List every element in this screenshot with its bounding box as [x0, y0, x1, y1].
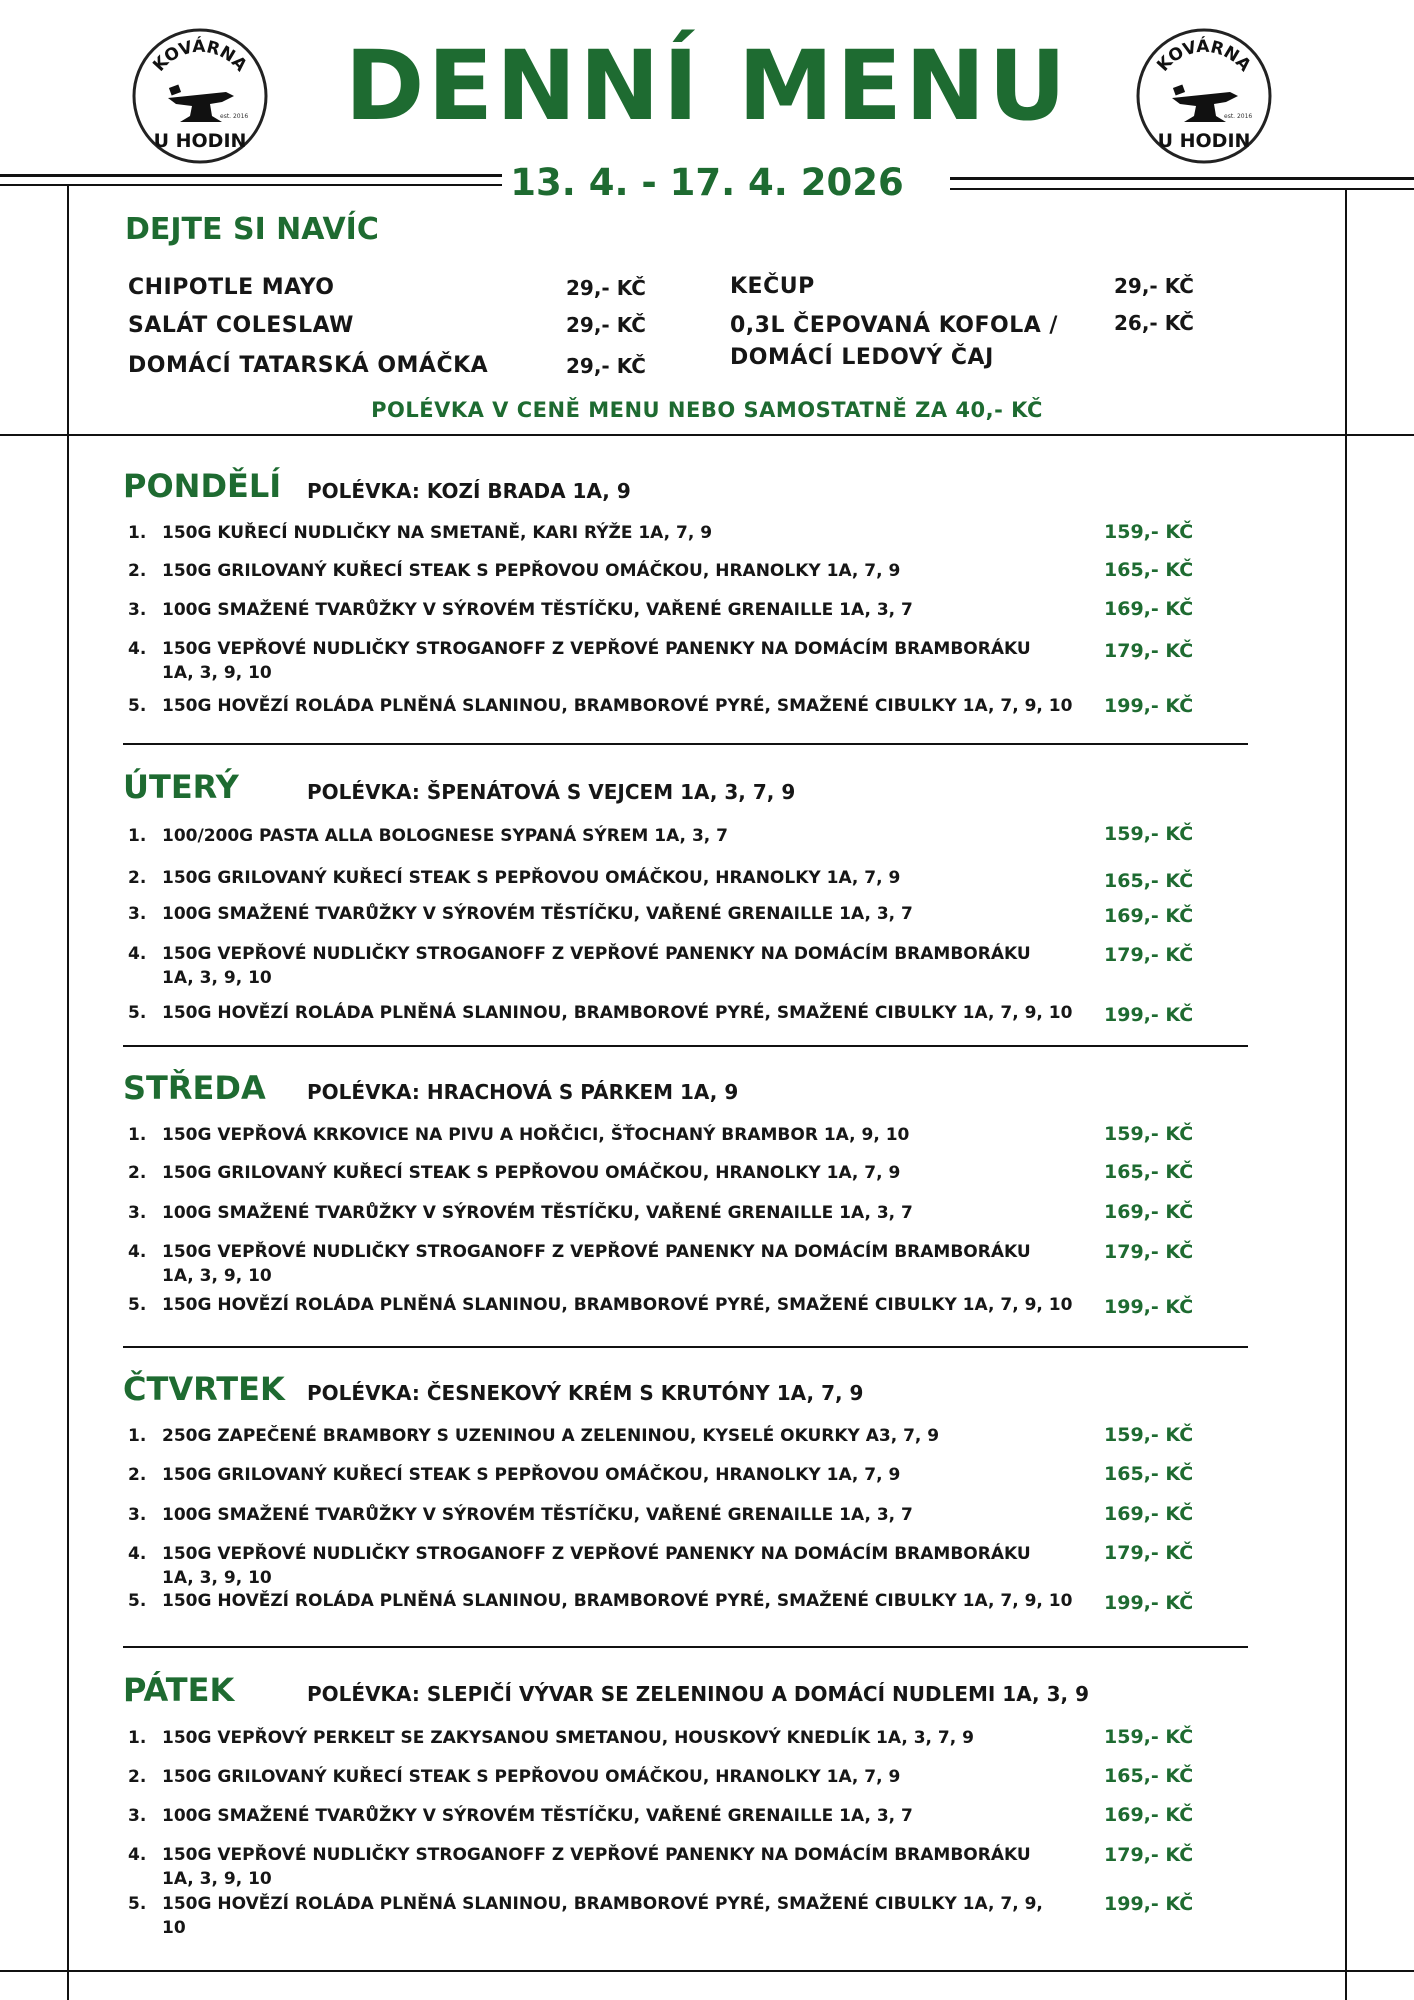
day-name: PÁTEK	[123, 1671, 235, 1709]
frame-right	[1345, 190, 1347, 2000]
item-price: 165,- KČ	[1104, 1765, 1194, 1787]
day-soup: POLÉVKA: SLEPIČÍ VÝVAR SE ZELENINOU A DOMÁCÍ NUDLEMI 1A, 3, 9	[307, 1682, 1090, 1706]
item-price: 165,- KČ	[1104, 1463, 1194, 1485]
item-text-continued: 1A, 3, 9, 10	[162, 663, 272, 683]
item-number: 1.	[128, 1728, 147, 1748]
day-separator	[123, 743, 1248, 745]
logo-top-text: KOVÁRNA	[1153, 36, 1255, 76]
menu-item	[128, 1764, 1088, 1790]
item-price: 169,- KČ	[1104, 1503, 1194, 1525]
item-number: 2.	[128, 1767, 147, 1787]
item-price: 165,- KČ	[1104, 1161, 1194, 1183]
extras-bottom-rule	[0, 434, 1414, 436]
item-text: 150G GRILOVANÝ KUŘECÍ STEAK S PEPŘOVOU OMÁČKOU, HRANOLKY 1A, 7, 9	[162, 561, 901, 581]
extra-price: 29,- KČ	[566, 313, 646, 337]
menu-item	[128, 1239, 1088, 1289]
item-text: 150G HOVĚZÍ ROLÁDA PLNĚNÁ SLANINOU, BRAMBOROVÉ PYRÉ, SMAŽENÉ CIBULKY 1A, 7, 9, 10	[162, 1591, 1073, 1611]
item-number: 1.	[128, 1426, 147, 1446]
item-text: 150G VEPŘOVÉ NUDLIČKY STROGANOFF Z VEPŘOVÉ PANENKY NA DOMÁCÍM BRAMBORÁKU	[162, 1845, 1031, 1865]
item-text: 100G SMAŽENÉ TVARŮŽKY V SÝROVÉM TĚSTÍČKU, VAŘENÉ GRENAILLE 1A, 3, 7	[162, 904, 913, 924]
menu-item	[128, 941, 1088, 991]
menu-item	[128, 1462, 1088, 1488]
item-text: 150G HOVĚZÍ ROLÁDA PLNĚNÁ SLANINOU, BRAMBOROVÉ PYRÉ, SMAŽENÉ CIBULKY 1A, 7, 9, 10	[162, 696, 1073, 716]
item-price: 199,- KČ	[1104, 1592, 1194, 1614]
page-title: DENNÍ MENU	[344, 30, 1070, 142]
extra-price: 26,- KČ	[1114, 311, 1194, 335]
item-text: 150G VEPŘOVÝ PERKELT SE ZAKYSANOU SMETANOU, HOUSKOVÝ KNEDLÍK 1A, 3, 7, 9	[162, 1728, 974, 1748]
item-price: 179,- KČ	[1104, 640, 1194, 662]
extra-item: KEČUP	[730, 274, 815, 299]
item-text-continued: 1A, 3, 9, 10	[162, 1266, 272, 1286]
item-price: 165,- KČ	[1104, 870, 1194, 892]
item-text: 150G GRILOVANÝ KUŘECÍ STEAK S PEPŘOVOU OMÁČKOU, HRANOLKY 1A, 7, 9	[162, 868, 901, 888]
menu-item	[128, 1891, 1088, 1941]
day-separator	[123, 1045, 1248, 1047]
header-rule-left	[0, 174, 502, 177]
menu-item	[128, 597, 1088, 623]
day-soup: POLÉVKA: HRACHOVÁ S PÁRKEM 1A, 9	[307, 1080, 739, 1104]
item-text-continued: 1A, 3, 9, 10	[162, 968, 272, 988]
item-price: 159,- KČ	[1104, 1726, 1194, 1748]
menu-item	[128, 1502, 1088, 1528]
item-price: 165,- KČ	[1104, 559, 1194, 581]
menu-item	[128, 1122, 1088, 1148]
item-price: 199,- KČ	[1104, 1893, 1194, 1915]
item-number: 2.	[128, 1465, 147, 1485]
logo-bottom-text: U HODIN	[153, 130, 247, 152]
footer-rule	[0, 1970, 1414, 1972]
menu-item	[128, 636, 1088, 686]
item-price: 169,- KČ	[1104, 1201, 1194, 1223]
day-separator	[123, 1646, 1248, 1648]
item-price: 159,- KČ	[1104, 1424, 1194, 1446]
menu-item	[128, 1803, 1088, 1829]
menu-item	[128, 1160, 1088, 1186]
item-number: 2.	[128, 1163, 147, 1183]
item-price: 199,- KČ	[1104, 1296, 1194, 1318]
item-text: 100G SMAŽENÉ TVARŮŽKY V SÝROVÉM TĚSTÍČKU, VAŘENÉ GRENAILLE 1A, 3, 7	[162, 1203, 913, 1223]
extra-price: 29,- KČ	[566, 276, 646, 300]
day-name: ČTVRTEK	[123, 1370, 285, 1408]
menu-item	[128, 693, 1088, 719]
logo-top-text: KOVÁRNA	[149, 36, 251, 76]
day-soup: POLÉVKA: KOZÍ BRADA 1A, 9	[307, 479, 631, 503]
item-number: 5.	[128, 1591, 147, 1611]
menu-item	[128, 1292, 1088, 1318]
item-price: 179,- KČ	[1104, 944, 1194, 966]
logo-bottom-text: U HODIN	[1157, 130, 1251, 152]
item-number: 5.	[128, 1295, 147, 1315]
item-text: 150G VEPŘOVÉ NUDLIČKY STROGANOFF Z VEPŘOVÉ PANENKY NA DOMÁCÍM BRAMBORÁKU	[162, 1242, 1031, 1262]
item-text: 150G VEPŘOVÉ NUDLIČKY STROGANOFF Z VEPŘOVÉ PANENKY NA DOMÁCÍM BRAMBORÁKU	[162, 1544, 1031, 1564]
item-number: 5.	[128, 1003, 147, 1023]
item-price: 159,- KČ	[1104, 1123, 1194, 1145]
extra-price: 29,- KČ	[1114, 274, 1194, 298]
date-range: 13. 4. - 17. 4. 2026	[510, 161, 904, 204]
menu-item	[128, 1842, 1088, 1892]
item-number: 1.	[128, 826, 147, 846]
menu-item	[128, 1725, 1088, 1751]
menu-item	[128, 865, 1088, 891]
day-name: PONDĚLÍ	[123, 467, 282, 505]
item-text: 150G VEPŘOVÉ NUDLIČKY STROGANOFF Z VEPŘOVÉ PANENKY NA DOMÁCÍM BRAMBORÁKU	[162, 944, 1031, 964]
item-text: 100G SMAŽENÉ TVARŮŽKY V SÝROVÉM TĚSTÍČKU, VAŘENÉ GRENAILLE 1A, 3, 7	[162, 1806, 913, 1826]
item-price: 169,- KČ	[1104, 598, 1194, 620]
item-number: 3.	[128, 1806, 147, 1826]
item-text: 150G HOVĚZÍ ROLÁDA PLNĚNÁ SLANINOU, BRAMBOROVÉ PYRÉ, SMAŽENÉ CIBULKY 1A, 7, 9, 10	[162, 1295, 1073, 1315]
item-text-continued: 10	[162, 1918, 186, 1938]
item-number: 4.	[128, 944, 147, 964]
extras-title: DEJTE SI NAVÍC	[125, 212, 379, 247]
item-price: 169,- KČ	[1104, 1804, 1194, 1826]
item-text: 100G SMAŽENÉ TVARŮŽKY V SÝROVÉM TĚSTÍČKU, VAŘENÉ GRENAILLE 1A, 3, 7	[162, 1505, 913, 1525]
item-price: 199,- KČ	[1104, 1004, 1194, 1026]
item-number: 3.	[128, 1505, 147, 1525]
item-price: 179,- KČ	[1104, 1542, 1194, 1564]
item-number: 4.	[128, 1845, 147, 1865]
item-text: 100G SMAŽENÉ TVARŮŽKY V SÝROVÉM TĚSTÍČKU, VAŘENÉ GRENAILLE 1A, 3, 7	[162, 600, 913, 620]
item-text: 150G VEPŘOVÉ NUDLIČKY STROGANOFF Z VEPŘOVÉ PANENKY NA DOMÁCÍM BRAMBORÁKU	[162, 639, 1031, 659]
extra-item: 0,3L ČEPOVANÁ KOFOLA /	[730, 313, 1058, 338]
extra-item-line2: DOMÁCÍ LEDOVÝ ČAJ	[730, 345, 994, 370]
item-number: 5.	[128, 1894, 147, 1914]
extra-item: CHIPOTLE MAYO	[128, 275, 335, 300]
item-price: 169,- KČ	[1104, 905, 1194, 927]
header-rule-left-thin	[0, 184, 502, 186]
extra-item: DOMÁCÍ TATARSKÁ OMÁČKA	[128, 353, 489, 378]
item-number: 2.	[128, 868, 147, 888]
item-text: 150G VEPŘOVÁ KRKOVICE NA PIVU A HOŘČICI, ŠŤOCHANÝ BRAMBOR 1A, 9, 10	[162, 1125, 910, 1145]
item-price: 159,- KČ	[1104, 823, 1194, 845]
menu-item	[128, 520, 1088, 546]
menu-item	[128, 823, 1088, 849]
extra-item: SALÁT COLESLAW	[128, 313, 354, 338]
item-text-continued: 1A, 3, 9, 10	[162, 1568, 272, 1588]
logo-est: est. 2016	[220, 113, 249, 120]
item-number: 5.	[128, 696, 147, 716]
item-number: 4.	[128, 1242, 147, 1262]
item-text-continued: 1A, 3, 9, 10	[162, 1869, 272, 1889]
item-price: 179,- KČ	[1104, 1241, 1194, 1263]
logo-est: est. 2016	[1224, 113, 1253, 120]
menu-item	[128, 1200, 1088, 1226]
item-text: 150G HOVĚZÍ ROLÁDA PLNĚNÁ SLANINOU, BRAMBOROVÉ PYRÉ, SMAŽENÉ CIBULKY 1A, 7, 9,	[162, 1894, 1043, 1914]
item-number: 3.	[128, 600, 147, 620]
item-text: 150G GRILOVANÝ KUŘECÍ STEAK S PEPŘOVOU OMÁČKOU, HRANOLKY 1A, 7, 9	[162, 1465, 901, 1485]
menu-item	[128, 1541, 1088, 1591]
item-text: 150G GRILOVANÝ KUŘECÍ STEAK S PEPŘOVOU OMÁČKOU, HRANOLKY 1A, 7, 9	[162, 1163, 901, 1183]
menu-item	[128, 1423, 1088, 1449]
item-number: 4.	[128, 639, 147, 659]
item-number: 1.	[128, 523, 147, 543]
day-soup: POLÉVKA: ŠPENÁTOVÁ S VEJCEM 1A, 3, 7, 9	[307, 780, 796, 804]
item-price: 179,- KČ	[1104, 1844, 1194, 1866]
header-rule-right	[950, 177, 1414, 180]
menu-item	[128, 558, 1088, 584]
item-text: 150G GRILOVANÝ KUŘECÍ STEAK S PEPŘOVOU OMÁČKOU, HRANOLKY 1A, 7, 9	[162, 1767, 901, 1787]
day-name: STŘEDA	[123, 1069, 266, 1107]
day-name: ÚTERÝ	[123, 768, 239, 806]
item-number: 3.	[128, 1203, 147, 1223]
menu-item	[128, 901, 1088, 927]
item-number: 1.	[128, 1125, 147, 1145]
item-number: 3.	[128, 904, 147, 924]
item-text: 150G KUŘECÍ NUDLIČKY NA SMETANĚ, KARI RÝŽE 1A, 7, 9	[162, 523, 713, 543]
item-text: 250G ZAPEČENÉ BRAMBORY S UZENINOU A ZELENINOU, KYSELÉ OKURKY A3, 7, 9	[162, 1426, 940, 1446]
item-price: 199,- KČ	[1104, 695, 1194, 717]
item-number: 4.	[128, 1544, 147, 1564]
menu-item	[128, 1000, 1088, 1026]
frame-left	[67, 186, 69, 2000]
day-soup: POLÉVKA: ČESNEKOVÝ KRÉM S KRUTÓNY 1A, 7, 9	[307, 1381, 864, 1405]
extra-price: 29,- KČ	[566, 354, 646, 378]
item-price: 159,- KČ	[1104, 521, 1194, 543]
day-separator	[123, 1346, 1248, 1348]
soup-note: POLÉVKA V CENĚ MENU NEBO SAMOSTATNĚ ZA 40,- KČ	[371, 398, 1043, 422]
item-text: 100/200G PASTA ALLA BOLOGNESE SYPANÁ SÝREM 1A, 3, 7	[162, 826, 728, 846]
item-number: 2.	[128, 561, 147, 581]
menu-item	[128, 1588, 1088, 1614]
item-text: 150G HOVĚZÍ ROLÁDA PLNĚNÁ SLANINOU, BRAMBOROVÉ PYRÉ, SMAŽENÉ CIBULKY 1A, 7, 9, 10	[162, 1003, 1073, 1023]
